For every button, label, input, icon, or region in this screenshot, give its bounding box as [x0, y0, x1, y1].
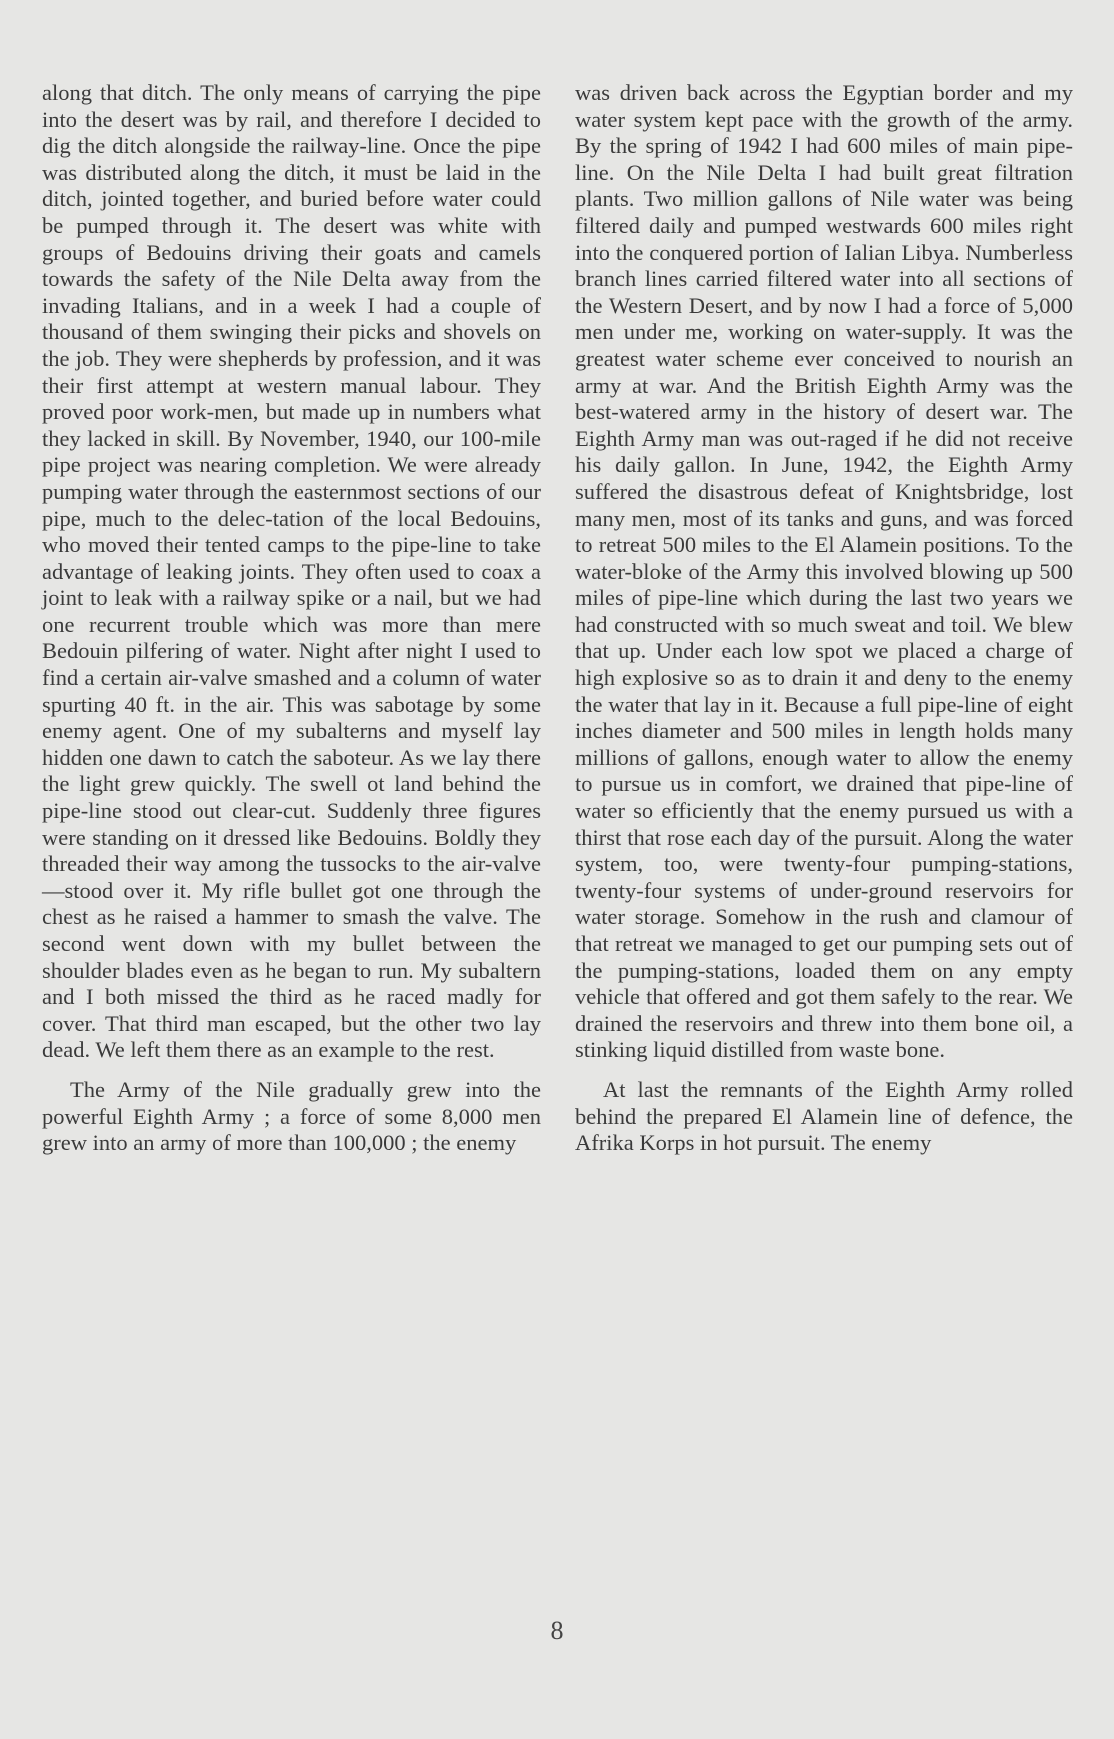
right-paragraph-1: was driven back across the Egyptian border and my water system kept pace with the growth of the army. By the spring of 1942 I had 600 miles of main pipe-line. On the Nile Delta I had built great filtration plants. Two million gallons of Nile water was being filtered daily and pumped westwards 600 miles right into the conquered portion of Ialian Libya. Numberless branch lines carried filtered water into all sections of the Western Desert, and by now I had a force of 5,000 men under me, working on water-supply. It was the greatest water scheme ever conceived to nourish an army at war. And the British Eighth Army was the best-watered army in the history of desert war. The Eighth Army man was out-raged if he did not receive his daily gallon. In June, 1942, the Eighth Army suffered the disastrous defeat of Knightsbridge, lost many men, most of its tanks and guns, and was forced to retreat 500 miles to the El Alamein positions. To the water-bloke of the Army this involved blowing up 500 miles of pipe-line which during the last two years we had constructed with so much sweat and toil. We blew that up. Under each low spot we placed a charge of high explosive so as to drain it and deny to the enemy the water that lay in it. Because a full pipe-line of eight inches diameter and 500 miles in length holds many millions of gallons, enough water to allow the enemy to pursue us in comfort, we drained that pipe-line of water so efficiently that the enemy pursued us with a thirst that rose each day of the pursuit. Along the water system, too, were twenty-four pumping-stations, twenty-four systems of under-ground reservoirs for water storage. Somehow in the rush and clamour of that retreat we managed to get our pumping sets out of the pumping-stations, loaded them on any empty vehicle that offered and got them safely to the rear. We drained the reservoirs and threw into them bone oil, a stinking liquid distilled from waste bone. — [575, 80, 1073, 1063]
page-number: 8 — [550, 1616, 564, 1645]
left-paragraph-1: along that ditch. The only means of carrying the pipe into the desert was by rail, and therefore I decided to dig the ditch alongside the railway-line. Once the pipe was distributed along the ditch, it must be laid in the ditch, jointed together, and buried before water could be pumped through it. The desert was white with groups of Bedouins driving their goats and camels towards the safety of the Nile Delta away from the invading Italians, and in a week I had a couple of thousand of them swinging their picks and shovels on the job. They were shepherds by profession, and it was their first attempt at western manual labour. They proved poor work-men, but made up in numbers what they lacked in skill. By November, 1940, our 100-mile pipe project was nearing completion. We were already pumping water through the easternmost sections of our pipe, much to the delec-tation of the local Bedouins, who moved their tented camps to the pipe-line to take advantage of leaking joints. They often used to coax a joint to leak with a railway spike or a nail, but we had one recurrent trouble which was more than mere Bedouin pilfering of water. Night after night I used to find a certain air-valve smashed and a column of water spurting 40 ft. in the air. This was sabotage by some enemy agent. One of my subalterns and myself lay hidden one dawn to catch the saboteur. As we lay there the light grew quickly. The swell ot land behind the pipe-line stood out clear-cut. Suddenly three figures were standing on it dressed like Bedouins. Boldly they threaded their way among the tussocks to the air-valve—stood over it. My rifle bullet got one through the chest as he raised a hammer to smash the valve. The second went down with my bullet between the shoulder blades even as he began to run. My subaltern and I both missed the third as he raced madly for cover. That third man escaped, but the other two lay dead. We left them there as an example to the rest. — [42, 80, 541, 1063]
left-column — [42, 80, 541, 1157]
right-column — [575, 80, 1073, 1157]
left-paragraph-2: The Army of the Nile gradually grew into the powerful Eighth Army ; a force of some 8,000 men grew into an army of more than 100,000 ; the enemy — [42, 1076, 541, 1156]
right-paragraph-2: At last the remnants of the Eighth Army rolled behind the prepared El Alamein line of defence, the Afrika Korps in hot pursuit. The enemy — [575, 1076, 1073, 1156]
